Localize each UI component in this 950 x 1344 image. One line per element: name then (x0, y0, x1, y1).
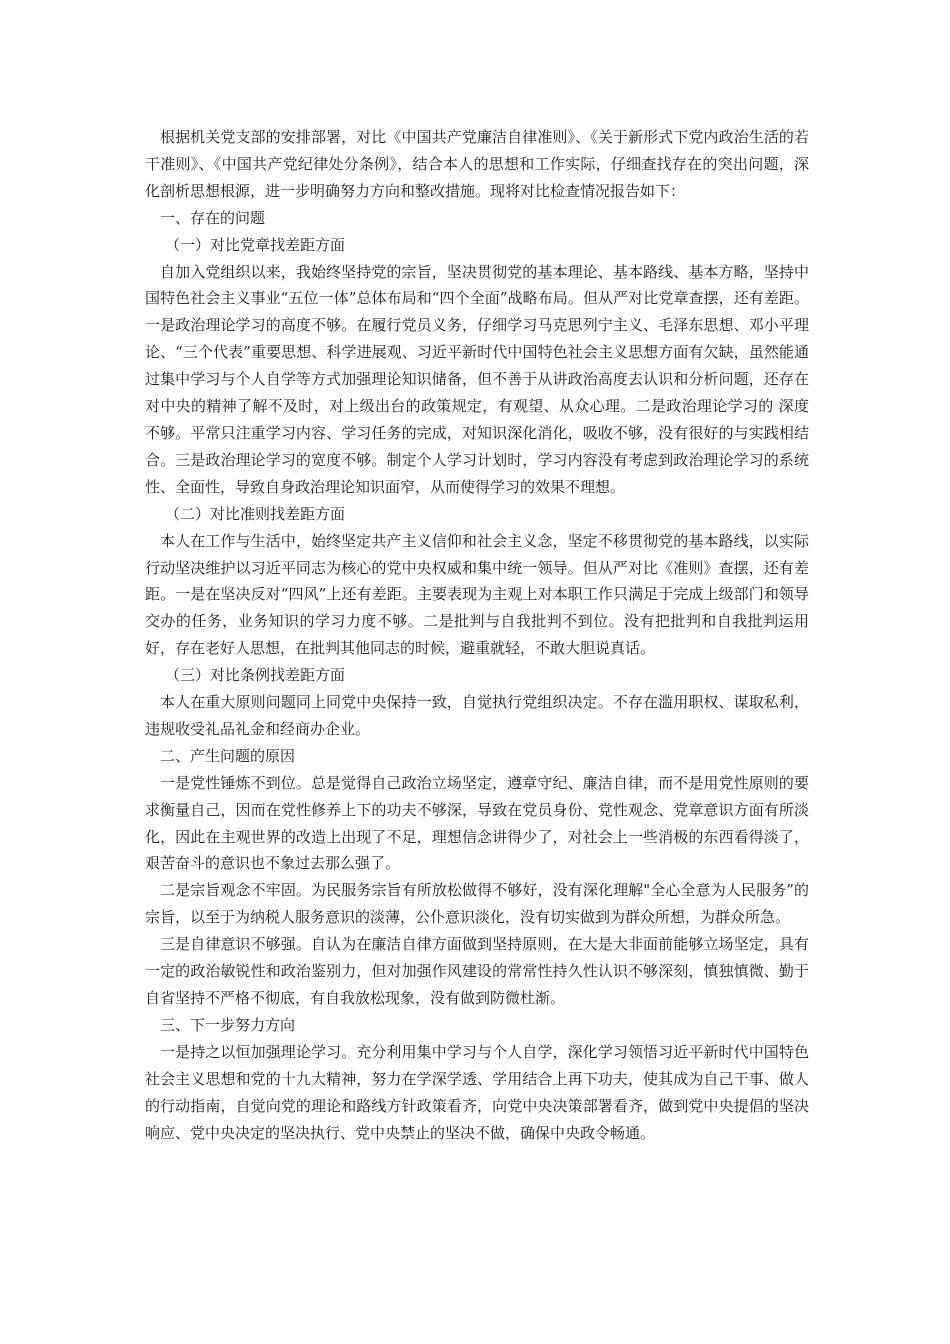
section-heading-problems: 一、存在的问题 (160, 208, 266, 227)
document-body (145, 124, 809, 1146)
subsection-heading-party-constitution: （一）对比党章找差距方面 (165, 235, 346, 254)
subsection-heading-regulations: （三）对比条例找差距方面 (165, 666, 346, 685)
paragraph-cause-3: 三是自律意识不够强。自认为在廉洁自律方面做到坚持原则，在大是大非面前能够立场坚定，具有一定的政治敏锐性和政治鉴别力，但对加强作风建设的常常性持久性认识不够深刻，慎独慎微、勤于自省坚持不严格不彻底，有自我放松现象，没有做到防微杜渐。 (145, 935, 809, 1007)
section-heading-causes: 二、产生问题的原因 (160, 746, 296, 765)
paragraph-cause-2: 二是宗旨观念不牢固。为民服务宗旨有所放松做得不够好，没有深化理解"全心全意为人民服务”的宗旨，以至于为纳税人服务意识的淡薄，公仆意识淡化，没有切实做到为群众所想，为群众所急。 (145, 881, 809, 927)
intro-paragraph: 根据机关党支部的安排部署，对比《中国共产党廉洁自律准则》、《关于新形式下党内政治生活的若干准则》、《中国共产党纪律处分条例》，结合本人的思想和工作实际，仔细查找存在的突出问题，深化剖析思想根源，进一步明确努力方向和整改措施。现将对比检查情况报告如下： (145, 128, 809, 200)
section-heading-next-steps: 三、下一步努力方向 (160, 1015, 296, 1034)
paragraph-regulations: 本人在重大原则问题同上同党中央保持一致，自觉执行党组织决定。不存在滥用职权、谋取私利，违规收受礼品礼金和经商办企业。 (145, 693, 809, 738)
paragraph-direction-1: 一是持之以恒加强理论学习。充分利用集中学习与个人自学，深化学习领悟习近平新时代中国特色社会主义思想和党的十九大精神，努力在学深学透、学用结合上再下功夫，使其成为自己干事、做人的行动指南，自觉向党的理论和路线方针政策看齐，向党中央决策部署看齐，做到党中央提倡的坚决响应、党中央决定的坚决执行、党中央禁止的坚决不做，确保中央政令畅通。 (145, 1042, 809, 1142)
paragraph-cause-1: 一是党性锤炼不到位。总是觉得自己政治立场坚定，遵章守纪、廉洁自律，而不是用党性原则的要求衡量自己，因而在党性修养上下的功夫不够深，导致在党员身份、党性观念、党章意识方面有所淡化，因此在主观世界的改造上出现了不足，理想信念讲得少了，对社会上一些消极的东西看得淡了，艰苦奋斗的意识也不象过去那么强了。 (145, 773, 809, 873)
paragraph-party-constitution: 自加入党组织以来，我始终坚持党的宗旨，坚决贯彻党的基本理论、基本路线、基本方略，坚持中国特色社会主义事业“五位一体”总体布局和“四个全面”战略布局。但从严对比党章查摆，还有差距。一是政治理论学习的高度不够。在履行党员义务，仔细学习马克思列宁主义、毛泽东思想、邓小平理论、“三个代表”重要思想、科学进展观、习近平新时代中国特色社会主义思想方面有欠缺，虽然能通过集中学习与个人自学等方式加强理论知识储备，但不善于从讲政治高度去认识和分析问题，还存在对中央的精神了解不及时，对上级出台的政策规定，有观望、从众心理。二是政治理论学习的 深度不够。平常只注重学习内容、学习任务的完成，对知识深化消化，吸收不够，没有很好的与实践相结合。三是政治理论学习的宽度不够。制定个人学习计划时，学习内容没有考虑到政治理论学习的系统性、全面性，导致自身政治理论知识面窄，从而使得学习的效果不理想。 (145, 262, 809, 496)
subsection-heading-guidelines: （二）对比准则找差距方面 (165, 504, 346, 523)
paragraph-guidelines: 本人在工作与生活中，始终坚定共产主义信仰和社会主义念，坚定不移贯彻党的基本路线，以实际行动坚决维护以习近平同志为核心的党中央权威和集中统一领导。但从严对比《准则》查摆，还有差距。一是在坚决反对“四风”上还有差距。主要表现为主观上对本职工作只满足于完成上级部门和领导交办的任务，业务知识的学习力度不够。二是批判与自我批判不到位。没有把批判和自我批判运用好，存在老好人思想，在批判其他同志的时候，避重就轻，不敢大胆说真话。 (145, 531, 809, 658)
